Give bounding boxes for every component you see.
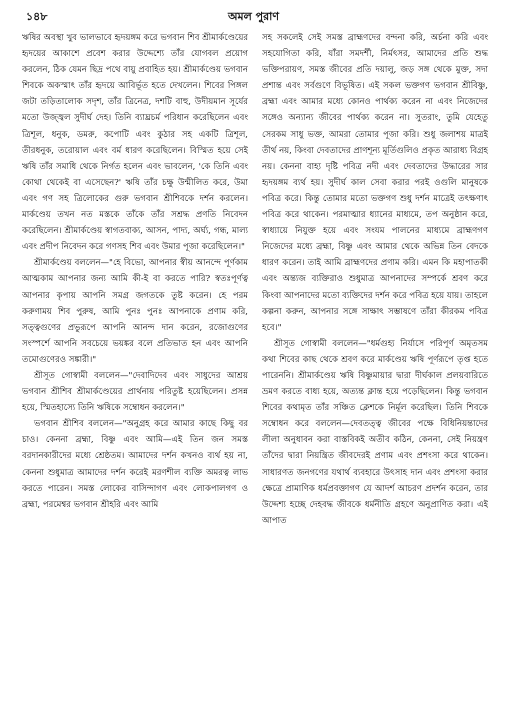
left-column [22, 30, 248, 698]
paragraph: শ্রীসূত গোস্বামী বললেন—"দেবাদিদেব এবং সাধুদের আশ্রয় ভগবান শ্রীশিব শ্রীমার্কণ্ডেয়ের প্রার্থনায় পরিতুষ্ট হয়েছিলেন। প্রসন্ন হয়ে, স্মিতহাস্যে তিনি ঋষিকে সম্বোধন করলেন।" [22, 370, 248, 414]
paragraph: শ্রীসূত গোস্বামী বললেন—"ধর্মগুহ্য নির্যাসে পরিপূর্ণ অমৃতসম কথা শিবের কাছ থেকে শ্রবণ করে মার্কণ্ডেয় ঋষি পূর্ণরূপে তৃপ্ত হতে পারেননি। শ্রীমার্কণ্ডেয় ঋষি বিষ্ণুমায়ার দ্বারা দীর্ঘকাল প্রলয়বারিতে ভ্রমণ করতে বাধ্য হয়ে, অত্যন্ত ক্লান্ত হয়ে পড়েছিলেন। কিন্তু ভগবান শিবের কথামৃত তাঁর সঞ্চিত ক্লেশকে নির্মূল করেছিল। তিনি শিবকে সম্বোধন করে বললেন—দেবতত্ত্ব জীবের পক্ষে বিধিনিয়ন্তাদের লীলা অনুধাবন করা বাস্তবিকই অতীব কঠিন, কেননা, সেই নিয়ন্ত্রণ তাঁদের দ্বারা নিয়ন্ত্রিত জীবদেরই প্রণাম এবং প্রশংসা করে থাকেন। সাধারণত জনগণের যথার্থ ব্যবহারে উৎসাহ দান এবং প্রশংসা করার ক্ষেত্রে প্রামাণিক ধর্মপ্রবক্তাগণ যে আদর্শ আচরণ প্রদর্শন করেন, তার উদ্দেশ্য হচ্ছে দেহবদ্ধ জীবকে ধর্মনীতি গ্রহণে অনুপ্রাণিত করা। এই আপাত [262, 338, 488, 526]
paragraph: ঋষির অবস্থা খুব ভালভাবে হৃদয়ঙ্গম করে ভগবান শিব শ্রীমার্কণ্ডেয়ের হৃদয়ের আকাশে প্রবেশ করার উদ্দেশ্যে তাঁর যোগবল প্রয়োগ করলেন, ঠিক যেমন ছিদ্র পথে বায়ু প্রবাহিত হয়। শ্রীমার্কণ্ডেয় ভগবান শিবকে অকস্মাৎ তাঁর হৃদয়ে আবির্ভূত হতে দেখলেন। শিবের পিঙ্গল জটা তড়িতালোক সদৃশ, তাঁর ত্রিনেত্র, দশটি বাহু, উদীয়মান সূর্যের মতো উজ্জ্বল সুদীর্ঘ দেহ। তিনি ব্যাঘ্রচর্ম পরিধান করেছিলেন এবং ত্রিশূল, ধনুক, ডমরু, কপোটি এবং কুঠার সহ একটি ত্রিশূল, তীরধনুক, তরোয়াল এবং বর্ম ধারণ করেছিলেন। বিস্মিত হয়ে সেই ঋষি তাঁর সমাধি থেকে নির্গত হলেন এবং ভাবলেন, 'কে তিনি এবং কোথা থেকেই বা এসেছেন?' ঋষি তাঁর চক্ষু উন্মীলিত করে, উমা এবং গণ সহ ত্রিলোকের গুরু ভগবান শ্রীশিবকে দর্শন করলেন। মার্কণ্ডেয় তখন নত মস্তকে তাঁকে তাঁর সশ্রদ্ধ প্রণতি নিবেদন করেছিলেন। শ্রীমার্কণ্ডেয় স্বাগতবাক্য, আসন, পাদ্য, অর্ঘ্য, গন্ধ, মাল্য এবং প্রদীপ নিবেদন করে গণসহ শিব এবং উমার পূজা করেছিলেন।" [22, 33, 248, 253]
page-number: ১৪৮ [26, 10, 48, 23]
paragraph: সহ সকলেই সেই সমস্ত ব্রাহ্মণদের বন্দনা করি, অর্চনা করি এবং সহযোগিতা করি, যাঁরা সমদর্শী, নির্মৎসর, আমাদের প্রতি শুদ্ধ ভক্তিপরায়ণ, সমস্ত জীবের প্রতি দয়ালু, জড় সঙ্গ থেকে মুক্ত, সদা প্রশান্ত এবং সর্বগুণে বিভূষিত। এই সকল ভক্তগণ ভগবান শ্রীবিষ্ণু, ব্রহ্মা এবং আমার মধ্যে কোনও পার্থক্য করেন না এবং নিজেদের সঙ্গেও অন্যান্য জীবের পার্থক্য করেন না। সুতরাং, তুমি যেহেতু সেরকম সাধু ভক্ত, আমরা তোমার পূজা করি। শুধু জলাশয় মাত্রই তীর্থ নয়, কিংবা দেবতাদের প্রাণশূন্য মূর্তিগুলিও প্রকৃত আরাধ্য বিগ্রহ নয়। কেননা বাহ্য দৃষ্টি পবিত্র নদী এবং দেবতাদের উদ্ধারের সার হৃদয়ঙ্গম ব্যর্থ হয়। সুদীর্ঘ কাল সেবা করার পরই ওগুলি মানুষকে পবিত্র করে। কিন্তু তোমার মতো ভক্তগণ শুধু দর্শন মাত্রেই তৎক্ষণাৎ পবিত্র করে থাকেন। পরমাত্মার ধ্যানের মাধ্যমে, তপ অনুষ্ঠান করে, স্বাধ্যায়ে নিযুক্ত হয়ে এবং সংযম পালনের মাধ্যমে ব্রাহ্মণগণ নিজেদের মধ্যে ব্রহ্মা, বিষ্ণু এবং আমার থেকে অভিন্ন তিন বেদকে ধারণ করেন। তাই আমি ব্রাহ্মণদের প্রণাম করি। এমন কি মহাপাতকী এবং অন্ত্যজ ব্যক্তিরাও শুধুমাত্র আপনাদের সম্পর্কে শ্রবণ করে কিংবা আপনাদের মতো ব্যক্তিদের দর্শন করে পবিত্র হয়ে যায়। তাহলে কল্পনা করুন, আপনার সঙ্গে সাক্ষাৎ সম্ভাষণে তাঁরা কীরকম পবিত্র হবে।" [262, 33, 488, 333]
paragraph: শ্রীমার্কণ্ডেয় বললেন—"হে বিভো, আপনার স্বীয় আনন্দে পূর্ণকাম আত্মকাম আপনার জন্য আমি কী-ই বা করতে পারি? স্বতঃপূর্ণত্ব আপনার কৃপায় আপনি সমগ্র জগতকে তুষ্ট করেন। হে পরম করুণাময় শিব পুরুষ, আমি পুনঃ পুনঃ আপনাকে প্রণাম করি, সত্ত্বগুণের প্রভুরূপে আপনি আনন্দ দান করেন, রজোগুণের সংস্পর্শে আপনি সবচেয়ে ভয়ঙ্কর বলে প্রতিভাত হন এবং আপনি তমোগুণেরও সঙ্কারী।" [22, 258, 248, 365]
paragraph: ভগবান শ্রীশিব বললেন—"অনুগ্রহ করে আমার কাছে কিছু বর চাও। কেননা ব্রহ্মা, বিষ্ণু এবং আমি—এই তিন জন সমস্ত বরদানকারীদের মধ্যে শ্রেষ্ঠতম। আমাদের দর্শন কখনও ব্যর্থ হয় না, কেননা শুধুমাত্র আমাদের দর্শন করেই মরণশীল ব্যক্তি অমরত্ব লাভ করতে পারেন। সমস্ত লোকের বাসিন্দাগণ এবং লোকপালগণ ও ব্রহ্মা, পরমেশ্বর ভগবান শ্রীহরি এবং আমি [22, 419, 248, 510]
running-title: অমল পুরাণ [227, 10, 280, 23]
right-column [262, 30, 488, 698]
page-header [0, 8, 507, 24]
